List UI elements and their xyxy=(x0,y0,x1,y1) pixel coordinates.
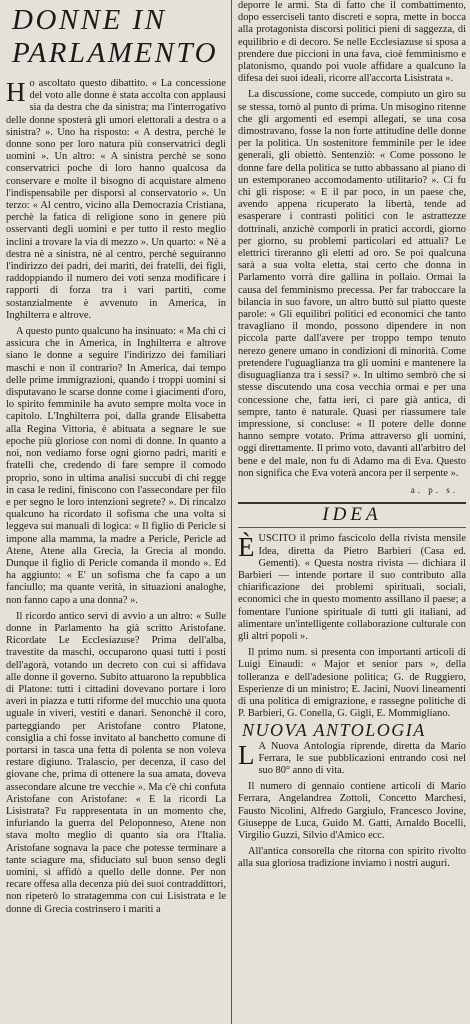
antologia-paragraph-3: All'antica consorella che ritorna con spirito rivolto alla sua gloriosa tradizione inviamo i nostri auguri. xyxy=(238,846,466,870)
article-paragraph-5: La discussione, come succede, compiuto un giro su se stessa, tornò al punto di prima. Un misogino ritenne che gli argomenti ed esempi allegati, se una cosa dimostravano, fosse la non forte attitudine delle donne per la politica. Un sostenitore femminile per le idee generali, gli obiettò. Sentenziò: « Come possono le donne fare della politica se tutto abbassano al piano di un estemporaneo accomodamento utilitario? ». Ci fu chi gli rispose: « E il par poco, in un paese che, avendo appena ricuperato la libertà, tende ad esasperare i contrasti politici con le astrattezze dottrinali, anzichè comporli in pratici accordi, giorno per giorno, su problemi particolari ed attuali? Le elettrici tireranno gli eletti ad oro. Se poi qualcuna sarà a sua volta eletta, stai certo che donna in Parlamento vorrà dire gallina in pollaio. Ormai la causa del femminismo precessa. Per far traboccare la bilancia in suo favore, un altro buttò sul piatto queste parole: « Gli equilibri politici ed economici che tanto travagliano il mondo, possono dipendere in non piccola parte dall'avere per troppo tempo tenuto nerezo genere umano in condizioni di minorità. Come pretendere l'uguaglianza tra gli uomini e mantenere la disuguaglianza tra i sessi? ». In ultimo sembrò che si stesse discutendo una cosa vecchia ormai e per una concessione che, fatta ieri, ci pare già antica, di sempre, tanto è naturale. Quasi per riassumere tale impressione, si concluse: « Il potere delle donne hanno sempre votato. Prima attraverso gli uomini, oggi direttamente. Il primo voto, davanti all'arbitro del bene e del male, non fu di Adamo ma di Eva. Questo non significa che Eva voterà ancora per il serpente ». xyxy=(238,89,466,479)
antologia-paragraph-1-text: A Nuova Antologia riprende, diretta da Mario Ferrara, le sue pubblicazioni entrando così nel suo 80° anno di vita. xyxy=(258,740,466,776)
article-title xyxy=(12,4,226,70)
idea-title: IDEA xyxy=(322,504,382,526)
left-column xyxy=(6,0,226,1024)
article-paragraph-4: deporre le armi. Sta di fatto che il combattimento, dopo esserciseli tanto discreti e sopra, mette in bocca alla protagonista discorsi politici pieni di saggezza, di equilibrio e di decoro. Se nelle Ecclesiazuse si sposa a prendere due piccioni in una fava, cioè femminismo e platonismo, quando poi vuole affidare a qualcuno la difesa dei suoi ideali, ricorre all'accorta Lisistrata ». xyxy=(238,0,466,85)
article-paragraph-1 xyxy=(6,78,226,322)
article-paragraph-2: A questo punto qualcuno ha insinuato: « Ma chi ci assicura che in America, in Inghilterra e altrove siano le donne a seguire l'indirizzo dei familiari maschi e non il contrario? In America, dai tempo delle prime immigrazioni, quando i troppi uomini si disputavano le scarse donne come i giacimenti d'oro, lo spirito femminile ha avuto sempre molta voce in capitolo. L'Inghilterra poi, dalla grande Elisabetta alla Regina Vittoria, è abituata a segnare le sue epoche più gloriose con nomi di donne. In quanto a noi, non vediamo forse ogni giorno padri, mariti e fratelli che, credendo di fare sempre il comodo proprio, sono in ultima analisi succubi di chi regge in casa le redini, finiscono con l'assecondare per filo e per segno le loro intenzioni segrete? ». Di rincalzo qualcuno ha ricordato il sofisma che una volta si leggeva sui manuali di logica: « Il figlio di Pericle si impone alla mamma, la madre a Pericle, Pericle ad Atene, Atene alla Grecia, la Grecia al mondo. Dunque il figlio di Pericle comanda il mondo ». Ed ha aggiunto: « E' un sofisma che fa capo a un fanciullo; ma quante verità, in situazioni analoghe, non fanno capo a una donna? ». xyxy=(6,326,226,606)
idea-paragraph-1 xyxy=(238,533,466,643)
antologia-paragraph-2: Il numero di gennaio contiene articoli di Mario Ferrara, Angelandrea Zottoli, Concetto Marchesi, Fausto Nicolini, Alfredo Gargiulo, Francesco Jovine, Giuseppe de Luca, Guido M. Gatti, Arnaldo Bocelli, Virgilio Guzzi, Silvio d'Amico ecc. xyxy=(238,781,466,841)
idea-dropcap: È xyxy=(238,532,255,563)
idea-title-rule xyxy=(238,527,466,528)
antologia-dropcap: L xyxy=(238,739,255,770)
idea-paragraph-1-text: USCITO il primo fascicolo della rivista mensile Idea, diretta da Pietro Barbieri (Casa ed. Gementi). « Questa nostra rivista — dichiara il Barbieri — intende portare il suo contributo alla chiarificazione dei problemi spirituali, sociali, economici che in questo momento assillano il paese; a fomentare l'unione spirituale di tutti gli italiani, ad alimentare un'intelligente collaborazione culturale con gli altri popoli ». xyxy=(238,533,466,642)
article-signature: a. p. s. xyxy=(410,484,458,495)
article-dropcap: H xyxy=(6,77,26,107)
antologia-paragraph-1 xyxy=(238,741,466,778)
column-divider xyxy=(231,0,232,1024)
antologia-title: NUOVA ANTOLOGIA xyxy=(242,720,426,741)
article-title-line-2: PARLAMENTO xyxy=(12,37,219,69)
right-column xyxy=(238,0,466,1024)
article-paragraph-3: Il ricordo antico servì di avvio a un altro: « Sulle donne in Parlamento ha già scritto Aristofane. Ricordate Le Ecclesiazuse? Prima dell'alba, travestite da maschi, occuparono quasi tutti i posti dell'agorà, votando un decreto con cui si affidava alle donne il governo. Subito attuarono la repubblica di Platone: tutti i cittadini dovevano portare i loro averi in piazza e tutti riforme del mucchio una quota uguale in viveri, vestiti e danari. Senonchè il coro, parteggiando per Aristofane contro Platone, consiglia a chi fosse invitato al banchetto comune di portarsi in tasca una fetta di polenta se non voleva restare digiuno. Tralascio, per decenza, il caso del giovane che, prima di ottenere la sua amata, doveva assecondare alcune tre vecchie ». Ma c'è chi confuta Aristofane con Aristofane: « E la ricordi La Lisistrata? Fu rappresentata in un momento che, infuriando la guerra del Peloponneso, Atene non stava molto meglio di quanto sia ora l'Italia. Aristofane sognava la pace che potesse terminare a tante sciagure ma, sfiduciato sul buon senso degli uomini, si affidò a quello delle donne. Per non recare offesa alla decenza più dei suoi contraddittori, non ripeterò lo stratagemma con cui Lisistrata e le donne di Grecia costrinsero i mariti a xyxy=(6,610,226,915)
article-paragraph-1-text: o ascoltato questo dibattito. « La concessione del voto alle donne è stata accolta con applausi sia da destra che da sinistra; ma l'interrogativo delle donne sposterà gli umori elettorali a destra o a sinistra? ». Uno ha risposto: « A destra, perchè le donne sono per loro natura più conservatrici degli uomini ». Un altro: « A sinistra perchè se sono conservatrici poche di loro hanno qualcosa da conservare e molte il bisogno di acquistare almeno l'indispensabile per disporsi al conservatorio ». Un terzo: « Al centro, vicino alla Democrazia Cristiana, perchè la fatica di religione sono in genere più osservanti degli uomini e per tutto il resto meglio inclini a trovare la via di mezzo ». Un quarto: « Nè a destra nè a sinistra, nè al centro, perchè seguiranno l'indirizzo dei padri, dei mariti, dei fratelli, dei figli, raddoppiando il numero dei voti senza modificare i rapporti di forza tra i vari partiti, come sostanzialmente è avvenuto in America, in Inghilterra e altrove. xyxy=(6,78,226,321)
article-title-line-1: DONNE IN xyxy=(12,4,167,36)
idea-paragraph-2: Il primo num. si presenta con importanti articoli di Luigi Einaudi: « Major et senior pars », della tolleranza e dell'adesione politica; G. de Ruggiero, Esperienze di un ministro; E. Jacini, Nuovi lineamenti di una politica di emigrazione, e rassegne politiche di P. Barbieri, G. Conella, G. Gigli, E. Mommigliano. xyxy=(238,647,466,720)
